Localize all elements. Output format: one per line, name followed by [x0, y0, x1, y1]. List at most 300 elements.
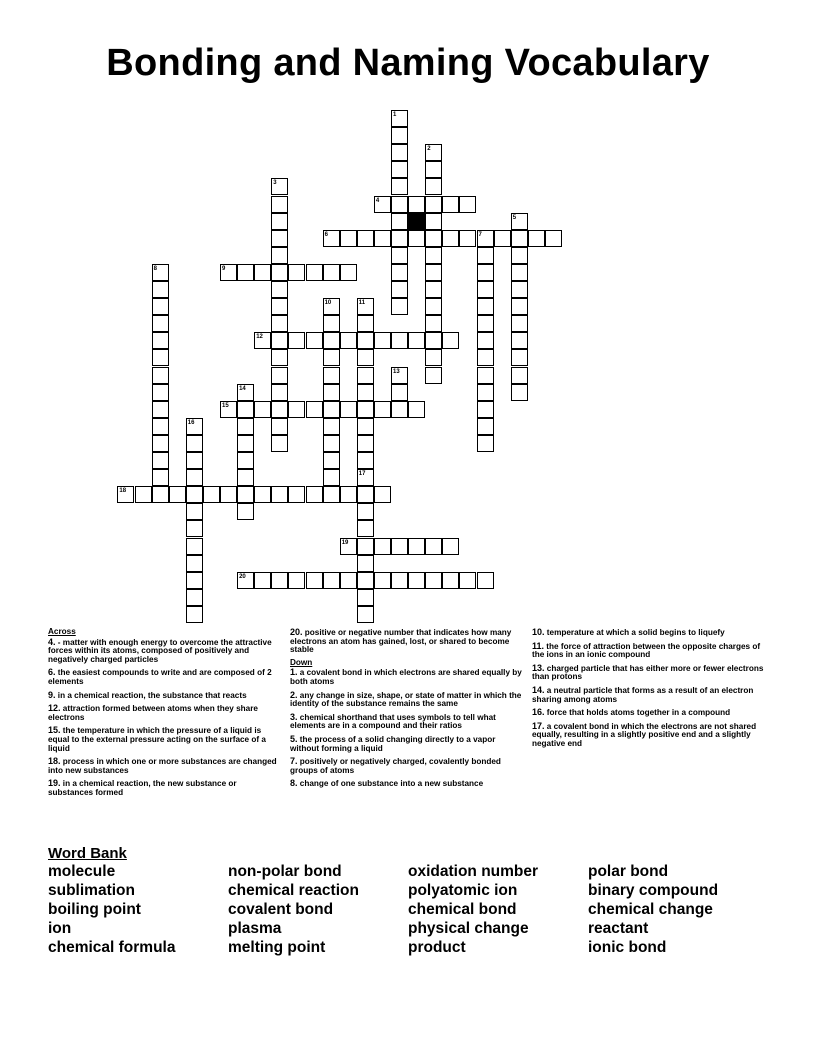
grid-cell[interactable] — [169, 486, 186, 503]
grid-cell[interactable] — [425, 349, 442, 366]
grid-cell[interactable] — [186, 606, 203, 623]
grid-cell[interactable] — [391, 230, 408, 247]
grid-cell[interactable] — [186, 555, 203, 572]
grid-cell[interactable] — [408, 332, 425, 349]
grid-cell[interactable] — [374, 486, 391, 503]
grid-cell[interactable] — [357, 572, 374, 589]
grid-cell[interactable] — [323, 384, 340, 401]
grid-cell[interactable] — [340, 332, 357, 349]
clue-number: 3 — [273, 180, 277, 187]
grid-cell[interactable] — [271, 384, 288, 401]
grid-cell[interactable] — [511, 281, 528, 298]
grid-cell[interactable] — [425, 230, 442, 247]
down-clue — [290, 735, 522, 753]
grid-cell[interactable] — [408, 230, 425, 247]
grid-cell[interactable] — [117, 486, 134, 503]
grid-cell[interactable] — [186, 486, 203, 503]
grid-cell[interactable] — [323, 298, 340, 315]
grid-cell[interactable] — [374, 538, 391, 555]
clue-number-label: 7. — [290, 756, 298, 767]
clue-text: - matter with enough energy to overcome the attractive forces within its atoms, composed of positively and negatively charged particles — [48, 637, 272, 664]
grid-cell[interactable] — [186, 520, 203, 537]
across-clue — [48, 638, 282, 665]
clue-text: the force of attraction between the opposite charges of the ions in an ionic compound — [532, 641, 761, 660]
grid-cell[interactable] — [237, 401, 254, 418]
down-clue — [290, 713, 522, 731]
grid-cell[interactable] — [237, 503, 254, 520]
grid-cell[interactable] — [391, 298, 408, 315]
grid-cell[interactable] — [306, 572, 323, 589]
grid-cell[interactable] — [152, 486, 169, 503]
clue-text: in a chemical reaction, the substance that reacts — [55, 690, 247, 700]
grid-cell[interactable] — [425, 161, 442, 178]
word-bank-item: melting point — [228, 939, 326, 956]
grid-cell[interactable] — [477, 230, 494, 247]
across-clue — [48, 668, 282, 686]
grid-cell[interactable] — [271, 298, 288, 315]
clue-number-label: 16. — [532, 707, 545, 718]
grid-cell[interactable] — [237, 418, 254, 435]
word-bank-item: reactant — [588, 920, 649, 937]
clue-text: positively or negatively charged, covalently bonded groups of atoms — [290, 757, 501, 775]
grid-cell[interactable] — [237, 469, 254, 486]
grid-cell[interactable] — [323, 486, 340, 503]
word-bank-item: boiling point — [48, 901, 141, 918]
grid-cell[interactable] — [391, 161, 408, 178]
grid-cell[interactable] — [374, 230, 391, 247]
clue-text: charged particle that has either more or fewer electrons than protons — [532, 663, 764, 682]
grid-cell[interactable] — [477, 332, 494, 349]
grid-cell[interactable] — [528, 230, 545, 247]
grid-cell[interactable] — [357, 520, 374, 537]
grid-cell[interactable] — [271, 486, 288, 503]
grid-cell[interactable] — [391, 127, 408, 144]
grid-cell[interactable] — [254, 572, 271, 589]
clue-number-label: 11. — [532, 640, 545, 651]
clue-number: 8 — [153, 265, 157, 272]
grid-cell[interactable] — [511, 332, 528, 349]
grid-cell[interactable] — [288, 572, 305, 589]
grid-cell[interactable] — [442, 332, 459, 349]
clue-text: process in which one or more substances are changed into new substances — [48, 757, 277, 775]
clue-text: positive or negative number that indicates how many electrons an atom has gained, lost, or shared to become stable — [290, 628, 512, 655]
grid-cell[interactable] — [186, 469, 203, 486]
down-clue — [532, 686, 768, 704]
grid-cell[interactable] — [511, 367, 528, 384]
grid-cell[interactable] — [357, 555, 374, 572]
grid-cell[interactable] — [186, 452, 203, 469]
grid-cell[interactable] — [152, 264, 169, 281]
clue-text: a neutral particle that forms as a result of an electron sharing among atoms — [532, 685, 754, 704]
word-bank-item: plasma — [228, 920, 282, 937]
grid-cell[interactable] — [152, 452, 169, 469]
grid-cell[interactable] — [425, 196, 442, 213]
grid-cell[interactable] — [220, 264, 237, 281]
clue-number-label: 17. — [532, 720, 545, 731]
grid-cell[interactable] — [135, 486, 152, 503]
word-bank-item: product — [408, 939, 466, 956]
grid-cell[interactable] — [459, 196, 476, 213]
grid-cell[interactable] — [323, 315, 340, 332]
grid-cell[interactable] — [271, 349, 288, 366]
grid-cell[interactable] — [152, 435, 169, 452]
grid-cell[interactable] — [340, 230, 357, 247]
word-bank-item: non-polar bond — [228, 863, 342, 880]
clue-text: change of one substance into a new substance — [297, 779, 484, 789]
grid-cell[interactable] — [391, 110, 408, 127]
word-bank-column — [408, 862, 538, 957]
clue-number: 1 — [393, 112, 397, 118]
word-bank-item: polar bond — [588, 863, 669, 880]
grid-cell[interactable] — [186, 589, 203, 606]
word-bank-item: chemical formula — [48, 939, 176, 956]
clue-number: 12 — [256, 334, 263, 341]
grid-cell[interactable] — [391, 332, 408, 349]
grid-cell[interactable] — [271, 247, 288, 264]
clue-text: the temperature in which the pressure of a liquid is equal to the external pressure acting on the surface of a liquid — [48, 726, 266, 753]
grid-cell[interactable] — [288, 264, 305, 281]
grid-cell[interactable] — [477, 384, 494, 401]
grid-cell[interactable] — [271, 315, 288, 332]
clue-number-label: 18. — [48, 756, 61, 767]
across-heading: Across — [48, 627, 76, 636]
clue-number-label: 3. — [290, 711, 298, 722]
grid-cell[interactable] — [511, 247, 528, 264]
clue-number-label: 2. — [290, 689, 298, 700]
grid-cell[interactable] — [425, 178, 442, 195]
grid-cell[interactable] — [357, 589, 374, 606]
clue-number-label: 5. — [290, 733, 298, 744]
grid-cell[interactable] — [477, 349, 494, 366]
grid-cell[interactable] — [425, 315, 442, 332]
grid-cell[interactable] — [357, 418, 374, 435]
word-bank-column — [228, 862, 359, 957]
grid-cell[interactable] — [477, 572, 494, 589]
grid-cell[interactable] — [357, 435, 374, 452]
clue-number: 18 — [119, 488, 127, 495]
clue-number: 10 — [324, 300, 332, 307]
clue-text: chemical shorthand that uses symbols to tell what elements are in a compound and their ratios — [290, 712, 496, 731]
clue-number: 17 — [358, 471, 366, 478]
grid-cell[interactable] — [288, 486, 305, 503]
grid-cell[interactable] — [271, 418, 288, 435]
down-clue — [532, 628, 768, 638]
grid-cell[interactable] — [306, 486, 323, 503]
word-bank-item: covalent bond — [228, 901, 334, 918]
grid-cell[interactable] — [323, 452, 340, 469]
clue-text: force that holds atoms together in a compound — [544, 708, 731, 718]
grid-cell[interactable] — [152, 367, 169, 384]
word-bank-title: Word Bank — [48, 845, 127, 862]
grid-cell[interactable] — [271, 367, 288, 384]
grid-cell[interactable] — [477, 315, 494, 332]
across-clue — [48, 757, 282, 775]
clues-column-1 — [48, 628, 282, 802]
word-bank-item: ionic bond — [588, 939, 667, 956]
grid-cell[interactable] — [511, 213, 528, 230]
word-bank-item: chemical reaction — [228, 882, 359, 899]
grid-cell[interactable] — [442, 572, 459, 589]
word-bank-item: ion — [48, 920, 72, 937]
grid-cell[interactable] — [271, 435, 288, 452]
grid-cell[interactable] — [220, 486, 237, 503]
grid-cell[interactable] — [357, 367, 374, 384]
word-bank-item: chemical bond — [408, 901, 517, 918]
clue-text: attraction formed between atoms when they share electrons — [48, 704, 258, 722]
grid-cell[interactable] — [477, 401, 494, 418]
across-clue — [48, 691, 282, 701]
word-bank-column — [48, 862, 176, 957]
grid-cell[interactable] — [357, 503, 374, 520]
grid-cell[interactable] — [391, 178, 408, 195]
clue-text: the easiest compounds to write and are composed of 2 elements — [48, 668, 272, 686]
clue-text: a covalent bond in which electrons are shared equally by both atoms — [290, 668, 522, 686]
grid-cell[interactable] — [323, 401, 340, 418]
grid-cell[interactable] — [340, 486, 357, 503]
grid-cell[interactable] — [494, 230, 511, 247]
grid-cell[interactable] — [357, 230, 374, 247]
grid-cell[interactable] — [442, 196, 459, 213]
across-clue — [48, 779, 282, 797]
grid-cell[interactable] — [323, 469, 340, 486]
grid-cell[interactable] — [374, 332, 391, 349]
grid-cell[interactable] — [237, 572, 254, 589]
grid-cell[interactable] — [511, 315, 528, 332]
grid-cell[interactable] — [271, 264, 288, 281]
grid-cell[interactable] — [271, 213, 288, 230]
grid-cell[interactable] — [152, 315, 169, 332]
grid-cell[interactable] — [408, 401, 425, 418]
grid-cell[interactable] — [357, 469, 374, 486]
grid-cell[interactable] — [203, 486, 220, 503]
grid-cell[interactable] — [340, 264, 357, 281]
clue-number-label: 10. — [532, 627, 545, 637]
down-clue — [290, 668, 522, 686]
grid-cell[interactable] — [425, 213, 442, 230]
clue-number-label: 6. — [48, 667, 56, 678]
grid-cell[interactable] — [357, 606, 374, 623]
grid-cell[interactable] — [254, 486, 271, 503]
grid-cell[interactable] — [152, 469, 169, 486]
grid-cell[interactable] — [323, 230, 340, 247]
grid-cell[interactable] — [237, 452, 254, 469]
grid-cell[interactable] — [477, 281, 494, 298]
grid-cell[interactable] — [340, 401, 357, 418]
page-title: Bonding and Naming Vocabulary — [106, 42, 710, 84]
grid-cell[interactable] — [357, 384, 374, 401]
clue-number-label: 9. — [48, 689, 56, 700]
grid-cell[interactable] — [357, 401, 374, 418]
word-bank-column — [588, 862, 718, 957]
grid-cell[interactable] — [511, 384, 528, 401]
grid-cell[interactable] — [186, 435, 203, 452]
word-bank-item: polyatomic ion — [408, 882, 518, 899]
grid-cell[interactable] — [477, 298, 494, 315]
grid-cell[interactable] — [306, 264, 323, 281]
clue-number: 7 — [478, 231, 482, 238]
grid-cell[interactable] — [545, 230, 562, 247]
clue-number: 14 — [239, 385, 246, 392]
grid-cell[interactable] — [477, 264, 494, 281]
grid-cell[interactable] — [357, 332, 374, 349]
down-clue — [532, 664, 768, 682]
clue-number: 5 — [512, 214, 517, 221]
grid-cell[interactable] — [459, 230, 476, 247]
grid-cell[interactable] — [425, 144, 442, 161]
grid-cell[interactable] — [340, 538, 357, 555]
grid-cell[interactable] — [391, 196, 408, 213]
grid-cell[interactable] — [254, 332, 271, 349]
grid-cell[interactable] — [459, 572, 476, 589]
grid-cell[interactable] — [391, 538, 408, 555]
grid-cell[interactable] — [391, 264, 408, 281]
grid-cell[interactable] — [271, 332, 288, 349]
grid-cell[interactable] — [237, 384, 254, 401]
grid-cell[interactable] — [425, 298, 442, 315]
clue-number: 13 — [393, 368, 400, 375]
grid-cell[interactable] — [391, 213, 408, 230]
down-clue — [532, 642, 768, 660]
word-bank-item: chemical change — [588, 901, 713, 918]
grid-cell[interactable] — [408, 538, 425, 555]
grid-cell[interactable] — [374, 196, 391, 213]
grid-cell[interactable] — [323, 349, 340, 366]
grid-cell[interactable] — [186, 503, 203, 520]
black-cell — [408, 213, 425, 230]
clue-number-label: 12. — [48, 703, 61, 714]
grid-cell[interactable] — [357, 538, 374, 555]
grid-cell[interactable] — [391, 144, 408, 161]
grid-cell[interactable] — [425, 281, 442, 298]
grid-cell[interactable] — [186, 418, 203, 435]
clue-number-label: 20. — [290, 627, 303, 637]
grid-cell[interactable] — [323, 332, 340, 349]
grid-cell[interactable] — [271, 281, 288, 298]
grid-cell[interactable] — [271, 572, 288, 589]
grid-cell[interactable] — [442, 538, 459, 555]
clue-text: temperature at which a solid begins to liquefy — [544, 628, 725, 637]
grid-cell[interactable] — [254, 264, 271, 281]
grid-cell[interactable] — [271, 230, 288, 247]
grid-cell[interactable] — [323, 264, 340, 281]
grid-cell[interactable] — [477, 367, 494, 384]
grid-cell[interactable] — [186, 538, 203, 555]
grid-cell[interactable] — [374, 572, 391, 589]
clue-number-label: 4. — [48, 636, 56, 647]
clue-number-label: 19. — [48, 778, 61, 789]
grid-cell[interactable] — [391, 281, 408, 298]
clue-number: 16 — [187, 419, 195, 426]
grid-cell[interactable] — [442, 230, 459, 247]
grid-cell[interactable] — [152, 418, 169, 435]
grid-cell[interactable] — [271, 196, 288, 213]
grid-cell[interactable] — [374, 401, 391, 418]
clue-number-label: 14. — [532, 684, 545, 695]
grid-cell[interactable] — [357, 298, 374, 315]
grid-cell[interactable] — [323, 418, 340, 435]
grid-cell[interactable] — [323, 572, 340, 589]
grid-cell[interactable] — [152, 349, 169, 366]
grid-cell[interactable] — [323, 367, 340, 384]
clue-text: a covalent bond in which the electrons are not shared equally, resulting in a slightly positive end and a slightly negative end — [532, 721, 757, 748]
grid-cell[interactable] — [425, 264, 442, 281]
grid-cell[interactable] — [425, 332, 442, 349]
grid-cell[interactable] — [254, 401, 271, 418]
grid-cell[interactable] — [306, 332, 323, 349]
grid-cell[interactable] — [511, 230, 528, 247]
grid-cell[interactable] — [288, 332, 305, 349]
down-clue — [290, 757, 522, 775]
grid-cell[interactable] — [391, 384, 408, 401]
word-bank-item: binary compound — [588, 882, 719, 899]
grid-cell[interactable] — [511, 264, 528, 281]
grid-cell[interactable] — [152, 281, 169, 298]
down-heading: Down — [290, 657, 313, 667]
grid-cell[interactable] — [425, 572, 442, 589]
grid-cell[interactable] — [357, 452, 374, 469]
grid-cell[interactable] — [288, 401, 305, 418]
grid-cell[interactable] — [477, 418, 494, 435]
across-clue — [290, 628, 522, 655]
grid-cell[interactable] — [237, 486, 254, 503]
grid-cell[interactable] — [357, 349, 374, 366]
grid-cell[interactable] — [152, 298, 169, 315]
across-clue — [48, 704, 282, 722]
grid-cell[interactable] — [408, 196, 425, 213]
clue-number: 11 — [358, 300, 366, 307]
grid-cell[interactable] — [477, 435, 494, 452]
grid-cell[interactable] — [237, 264, 254, 281]
grid-cell[interactable] — [152, 401, 169, 418]
grid-cell[interactable] — [357, 315, 374, 332]
grid-cell[interactable] — [391, 572, 408, 589]
down-clue — [532, 722, 768, 749]
grid-cell[interactable] — [271, 401, 288, 418]
grid-cell[interactable] — [237, 435, 254, 452]
grid-cell[interactable] — [391, 367, 408, 384]
word-bank-item: oxidation number — [408, 863, 539, 880]
clue-text: the process of a solid changing directly to a vapor without forming a liquid — [290, 734, 496, 753]
grid-cell[interactable] — [477, 247, 494, 264]
clue-number: 9 — [222, 265, 226, 272]
clue-number: 15 — [222, 402, 229, 409]
grid-cell[interactable] — [323, 435, 340, 452]
clue-number-label: 13. — [532, 662, 545, 673]
grid-cell[interactable] — [425, 247, 442, 264]
grid-cell[interactable] — [220, 401, 237, 418]
grid-cell[interactable] — [271, 178, 288, 195]
clues-column-3 — [532, 628, 768, 753]
grid-cell[interactable] — [511, 298, 528, 315]
grid-cell[interactable] — [425, 538, 442, 555]
down-clue — [290, 779, 522, 789]
clue-number-label: 1. — [290, 667, 298, 678]
clues-column-2 — [290, 628, 522, 793]
clue-text: any change in size, shape, or state of matter in which the identity of the substance remains the same — [290, 690, 522, 709]
grid-cell[interactable] — [425, 367, 442, 384]
grid-cell[interactable] — [152, 384, 169, 401]
grid-cell[interactable] — [391, 401, 408, 418]
grid-cell[interactable] — [306, 401, 323, 418]
grid-cell[interactable] — [408, 572, 425, 589]
grid-cell[interactable] — [152, 332, 169, 349]
grid-cell[interactable] — [340, 572, 357, 589]
grid-cell[interactable] — [186, 572, 203, 589]
grid-cell[interactable] — [511, 349, 528, 366]
grid-cell[interactable] — [357, 486, 374, 503]
word-bank-item: physical change — [408, 920, 529, 937]
grid-cell[interactable] — [391, 247, 408, 264]
